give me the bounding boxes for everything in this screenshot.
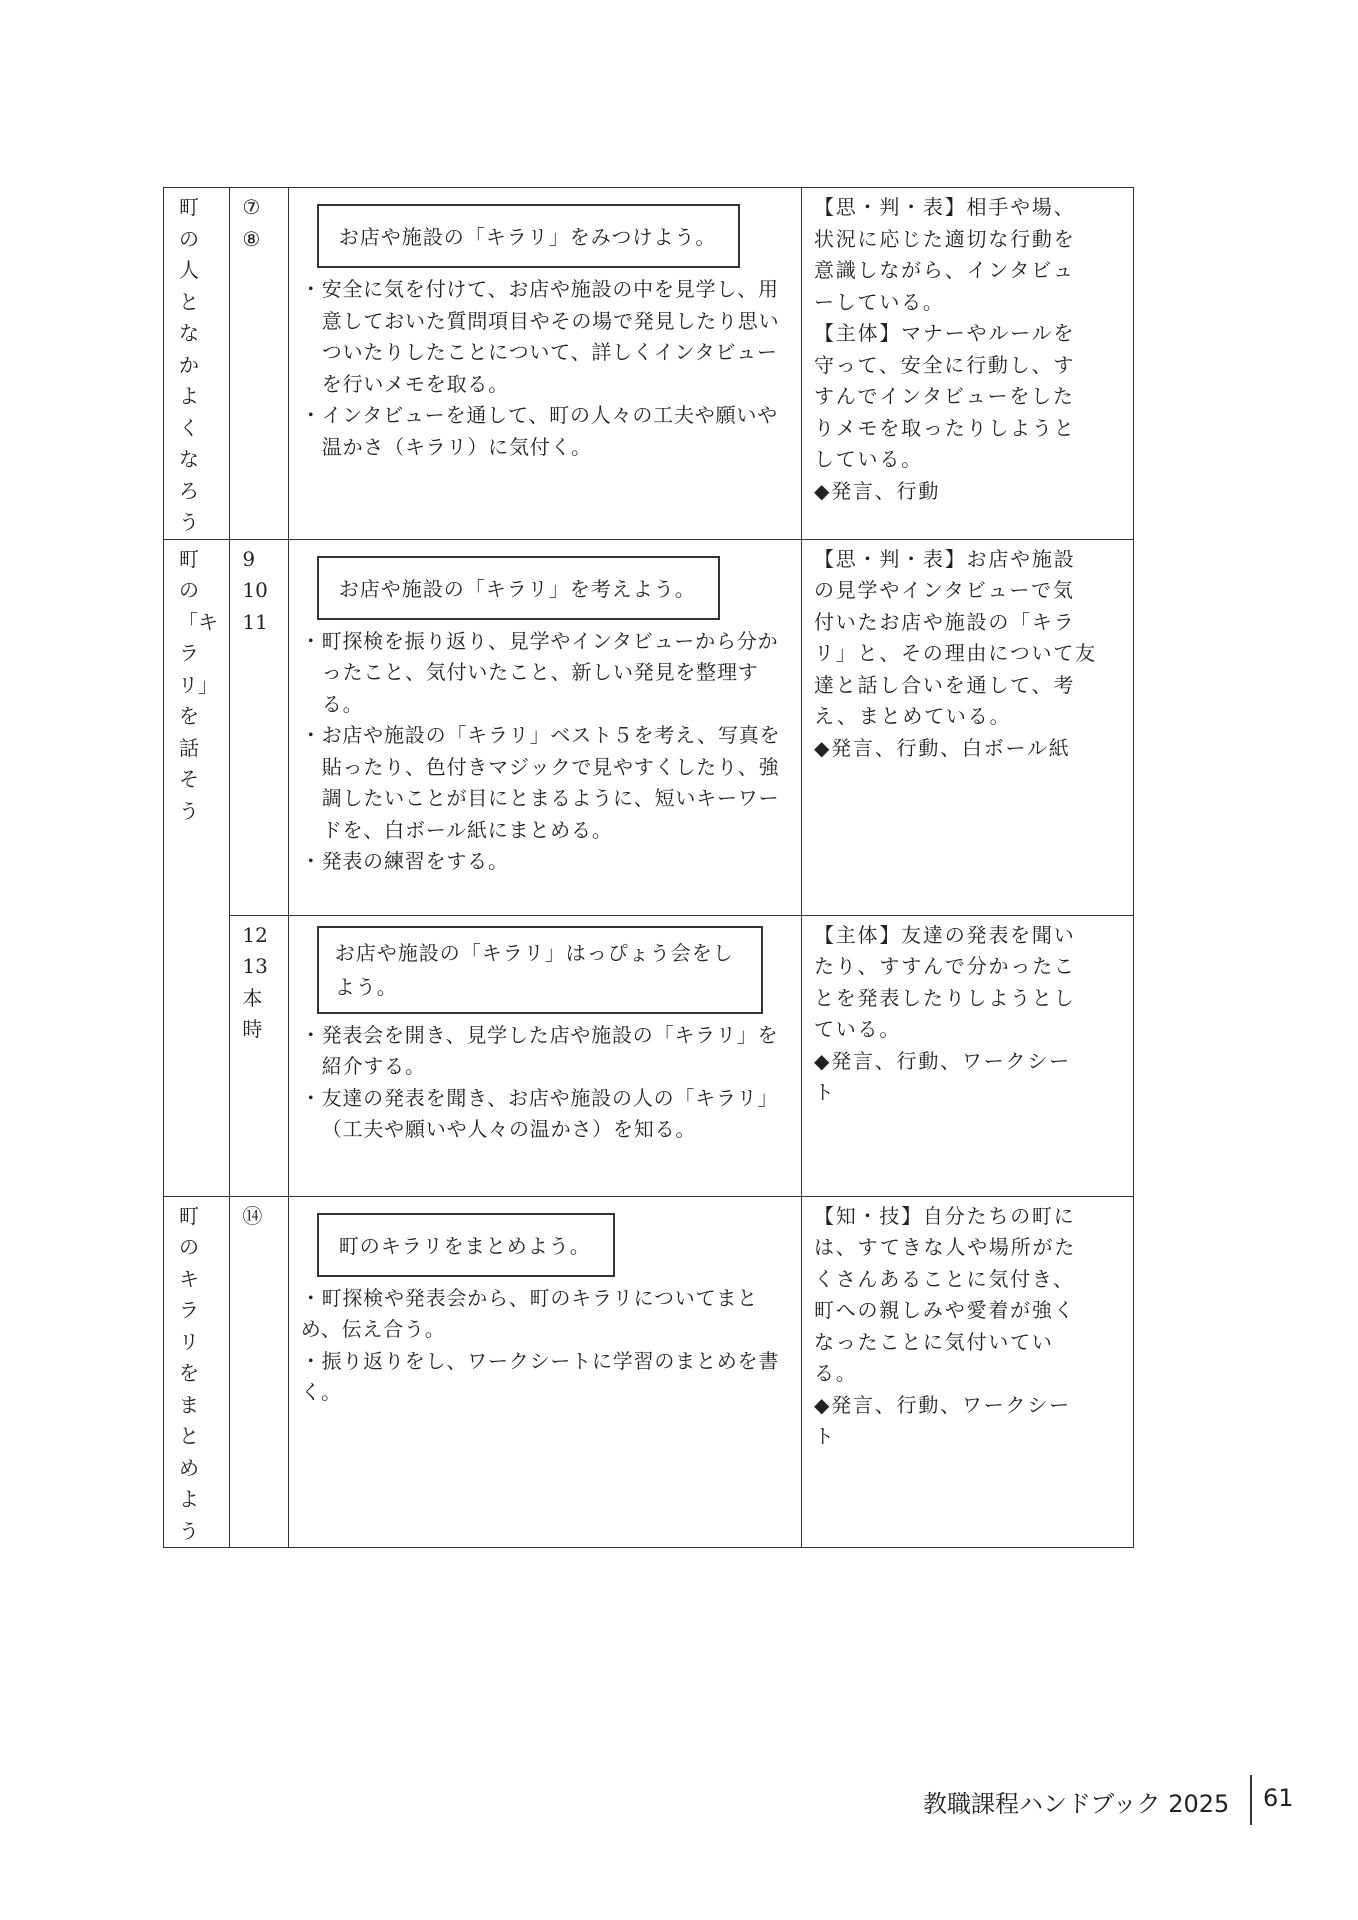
unit-char: 人	[179, 258, 199, 282]
unit-char: く	[179, 415, 199, 440]
unit-char: な	[179, 321, 199, 345]
unit-char: キ	[179, 1266, 199, 1291]
activity-item: ・発表の練習をする。	[300, 849, 509, 873]
period-number: 11	[242, 609, 268, 634]
activity-cell	[288, 915, 801, 1196]
unit-cell	[164, 188, 230, 540]
table-row	[164, 915, 1134, 1196]
activity-item: ・お店や施設の「キラリ」ベスト５を考え、写真を貼ったり、色付きマジックで見やすくしたり、強調したいことが目にとまるように、短いキーワードを、白ボール紙にまとめる。	[300, 723, 781, 842]
goal-box: お店や施設の「キラリ」はっぴょう会をしよう。	[317, 926, 763, 1014]
footer-divider	[1250, 1775, 1252, 1825]
evaluation-line: 【主体】友達の発表を聞い	[813, 922, 1076, 947]
page-number: 61	[1263, 1784, 1294, 1812]
evaluation-line: 【主体】マナーやルールを	[813, 321, 1076, 345]
unit-cell	[164, 539, 230, 1196]
unit-char: 話	[179, 735, 199, 760]
evaluation-line: ト	[813, 1424, 836, 1448]
unit-char: よ	[179, 1487, 199, 1511]
period-number: 12	[242, 922, 268, 947]
evaluation-line: の見学やインタビューで気	[813, 578, 1075, 602]
unit-char: 町	[179, 1203, 199, 1228]
period-number: ⑭	[242, 1203, 263, 1228]
period-number: 13	[242, 954, 268, 978]
period-number: 時	[242, 1017, 263, 1041]
activity-item: ・安全に気を付けて、お店や施設の中を見学し、用意しておいた質問項目やその場で発見したり思いついたりしたことについて、詳しくインタビューを行いメモを取る。	[300, 277, 780, 396]
goal-box: 町のキラリをまとめよう。	[317, 1213, 615, 1277]
unit-char: か	[179, 352, 199, 377]
activity-cell	[288, 188, 801, 540]
unit-char: う	[179, 1518, 199, 1543]
unit-char: を	[179, 704, 199, 728]
unit-char: の	[179, 1235, 199, 1259]
evaluation-line: ◆発言、行動、白ボール紙	[813, 735, 1071, 760]
evaluation-cell	[801, 915, 1133, 1196]
activity-cell	[288, 1196, 801, 1548]
activity-item: ・振り返りをし、ワークシートに学習のまとめを書く。	[300, 1348, 780, 1404]
activity-item: ・町探検を振り返り、見学やインタビューから分かったこと、気付いたこと、新しい発見を整理する。	[300, 628, 779, 716]
unit-char: の	[179, 578, 199, 602]
evaluation-line: 守って、安全に行動し、す	[813, 352, 1076, 377]
unit-char: ラ	[179, 1298, 199, 1322]
evaluation-line: え、まとめている。	[813, 704, 1012, 728]
evaluation-line: 【思・判・表】相手や場、	[813, 195, 1076, 219]
period-cell	[230, 539, 288, 915]
evaluation-line: 【知・技】自分たちの町に	[813, 1203, 1076, 1228]
evaluation-line: ◆発言、行動、ワークシー	[813, 1048, 1071, 1073]
evaluation-line: ーしている。	[813, 289, 945, 314]
unit-char: そ	[179, 767, 199, 791]
evaluation-cell	[801, 1196, 1133, 1548]
unit-char: リ	[179, 1329, 199, 1354]
lesson-plan-table	[163, 187, 1134, 1548]
footer-title: 教職課程ハンドブック 2025	[923, 1790, 1230, 1818]
evaluation-line: 付いたお店や施設の「キラ	[813, 609, 1076, 634]
unit-char: と	[179, 289, 199, 314]
evaluation-line: している。	[813, 447, 923, 471]
unit-char: な	[179, 447, 199, 471]
activity-cell	[288, 539, 801, 915]
table-row	[164, 539, 1134, 915]
evaluation-line: ている。	[813, 1017, 902, 1041]
evaluation-line: すんでインタビューをした	[813, 384, 1075, 408]
evaluation-cell	[801, 188, 1133, 540]
unit-char: う	[179, 510, 199, 534]
unit-char: 町	[179, 546, 199, 571]
goal-box: お店や施設の「キラリ」を考えよう。	[317, 556, 720, 620]
unit-char: ま	[179, 1392, 199, 1417]
evaluation-line: くさんあることに気付き、	[813, 1266, 1075, 1291]
unit-char: と	[179, 1424, 199, 1448]
period-number: 10	[242, 578, 268, 602]
evaluation-line: 町への親しみや愛着が強く	[813, 1298, 1076, 1322]
period-number: ⑧	[242, 226, 261, 251]
table-row	[164, 188, 1134, 540]
evaluation-line: 状況に応じた適切な行動を	[813, 226, 1076, 251]
activity-item: ・インタビューを通して、町の人々の工夫や願いや温かさ（キラリ）に気付く。	[300, 403, 778, 459]
evaluation-line: 【思・判・表】お店や施設	[813, 546, 1076, 571]
evaluation-line: ◆発言、行動、ワークシー	[813, 1392, 1071, 1417]
evaluation-line: 達と話し合いを通して、考	[813, 672, 1076, 697]
table-row	[164, 1196, 1134, 1548]
unit-cell	[164, 1196, 230, 1548]
evaluation-line: なったことに気付いてい	[813, 1329, 1054, 1354]
unit-char: め	[179, 1455, 199, 1480]
unit-char: 町	[179, 195, 199, 219]
evaluation-line: とを発表したりしようとし	[813, 985, 1076, 1010]
period-number: 9	[242, 546, 256, 571]
activity-item: ・友達の発表を聞き、お店や施設の人の「キラリ」（工夫や願いや人々の温かさ）を知る。	[300, 1085, 779, 1141]
evaluation-line: ◆発言、行動	[813, 478, 941, 503]
evaluation-cell	[801, 539, 1133, 915]
period-number: ⑦	[242, 195, 261, 219]
unit-char: の	[179, 226, 199, 251]
unit-char: リ」	[178, 672, 218, 697]
evaluation-line: 意識しながら、インタビュ	[813, 258, 1075, 282]
evaluation-line: リ」と、その理由について友	[813, 641, 1097, 665]
unit-char: ろ	[179, 478, 199, 503]
period-cell	[230, 1196, 288, 1548]
unit-char: う	[179, 798, 199, 823]
goal-box: お店や施設の「キラリ」をみつけよう。	[317, 204, 741, 268]
unit-char: よ	[179, 384, 199, 408]
period-cell	[230, 188, 288, 540]
unit-char: を	[179, 1361, 199, 1385]
evaluation-line: る。	[813, 1361, 858, 1385]
evaluation-line: ト	[813, 1080, 836, 1104]
activity-item: ・発表会を開き、見学した店や施設の「キラリ」を紹介する。	[300, 1022, 779, 1078]
evaluation-line: は、すてきな人や場所がた	[813, 1235, 1077, 1259]
unit-char: 「キ	[178, 609, 218, 634]
activity-item: ・町探検や発表会から、町のキラリについてまとめ、伝え合う。	[300, 1285, 758, 1341]
evaluation-line: たり、すすんで分かったこ	[813, 954, 1076, 978]
evaluation-line: りメモを取ったりしようと	[813, 415, 1076, 440]
period-cell	[230, 915, 288, 1196]
unit-char: ラ	[179, 641, 199, 665]
period-number: 本	[242, 985, 263, 1010]
